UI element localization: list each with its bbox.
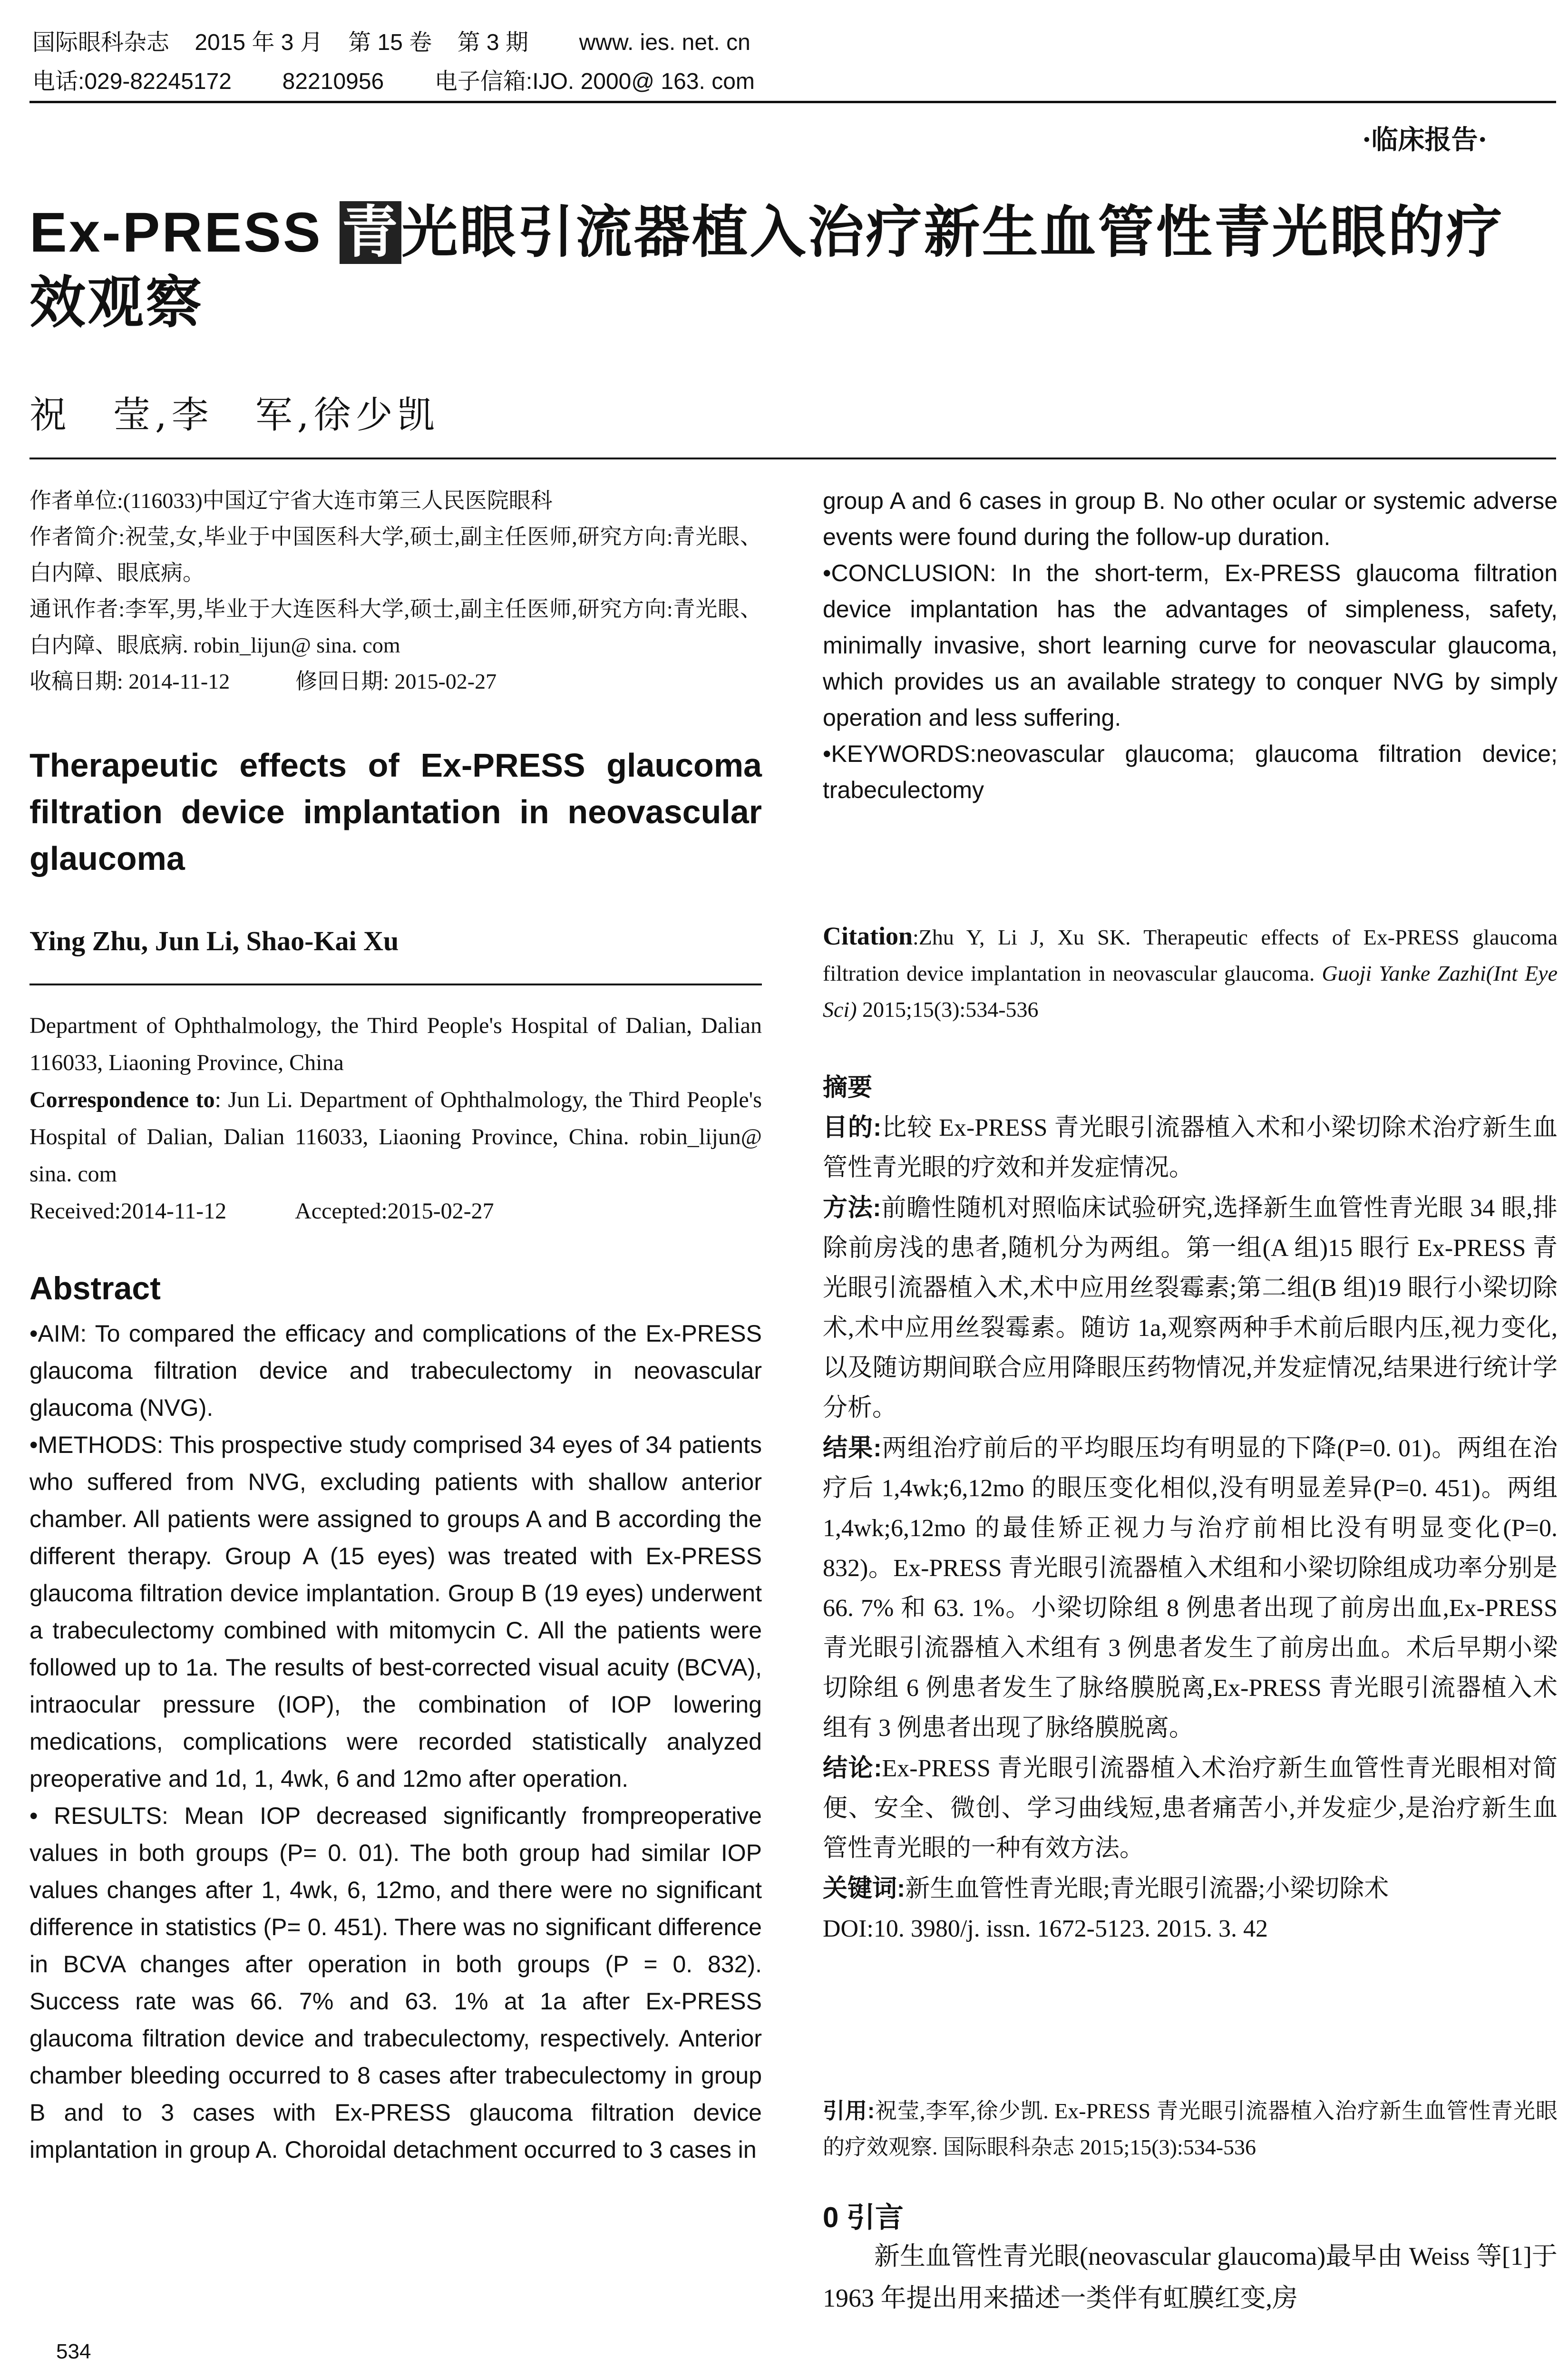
affiliation-cn	[29, 483, 762, 700]
english-authors: Ying Zhu, Jun Li, Shao-Kai Xu	[29, 925, 399, 956]
doi: DOI:10. 3980/j. issn. 1672-5123. 2015. 3. 42	[823, 1915, 1268, 1942]
citation-text: :Zhu Y, Li J, Xu SK. Therapeutic effects of Ex-PRESS glaucoma filtration device implantation in neovascular glaucoma.	[823, 925, 1558, 985]
cn-results-label: 结果:	[823, 1434, 882, 1462]
cn-results-text: 两组治疗前后的平均眼压均有明显的下降(P=0. 01)。两组在治疗后 1,4wk;6,12mo 的眼压变化相似,没有明显差异(P=0. 451)。两组 1,4wk;6,12mo 的最佳矫正视力与治疗前相比没有明显变化(P=0. 832)。Ex-PRESS 青光眼引流器植入术组和小梁切除组成功率分别是 66. 7% 和 63. 1%。小梁切除组 8 例患者出现了前房出血,Ex-PRESS 青光眼引流器植入术组有 3 例患者发生了前房出血。术后早期小梁切除组 6 例患者发生了脉络膜脱离,Ex-PRESS 青光眼引流器植入术组有 3 例患者出现了脉络膜脱离。	[823, 1435, 1558, 1742]
abstract-keywords: •KEYWORDS:neovascular glaucoma; glaucoma filtration device; trabeculectomy	[823, 740, 1558, 803]
citation-cn-text: 祝莹,李军,徐少凯. Ex-PRESS 青光眼引流器植入治疗新生血管性青光眼的疗效观察. 国际眼科杂志 2015;15(3):534-536	[823, 2099, 1558, 2159]
cn-aim-text: 比较 Ex-PRESS 青光眼引流器植入术和小梁切除术治疗新生血管性青光眼的疗效和并发症情况。	[823, 1114, 1558, 1181]
journal-header-line2: 电话:029-82245172 82210956 电子信箱:IJO. 2000@ 163. com	[32, 69, 755, 94]
chinese-abstract	[823, 1068, 1558, 1949]
cn-aim-label: 目的:	[823, 1114, 882, 1141]
citation-paragraph	[823, 918, 1558, 1028]
cn-conclusion	[823, 1748, 1558, 1869]
citation-cn-label: 引用:	[823, 2098, 875, 2123]
authors-cn: 祝 莹,李 军,徐少凯	[29, 394, 439, 437]
english-authors-rule	[29, 984, 762, 985]
correspondence-label: Correspondence to	[29, 1087, 215, 1112]
section-tag: ·临床报告·	[1362, 124, 1487, 156]
correspondence-text: : Jun Li. Department of Ophthalmology, the Third People's Hospital of Dalian, Dalian 116033, Liaoning Province, China. robin_lijun@ sina. com	[29, 1087, 762, 1187]
citation-journal: Guoji Yanke Zazhi(Int Eye Sci)	[823, 961, 1558, 1022]
cn-methods-label: 方法:	[823, 1194, 881, 1222]
cn-conclusion-text: Ex-PRESS 青光眼引流器植入术治疗新生血管性青光眼相对简便、安全、微创、学习曲线短,患者痛苦小,并发症少,是治疗新生血管性青光眼的一种有效方法。	[823, 1755, 1558, 1862]
journal-header-line1: 国际眼科杂志 2015 年 3 月 第 15 卷 第 3 期 www. ies. net. cn	[32, 30, 750, 55]
title-rest: 光眼引流器植入治疗新生血管性青光眼的疗效观察	[29, 201, 1504, 334]
page-number: 534	[56, 2340, 91, 2363]
abstract-results-cont: group A and 6 cases in group B. No other ocular or systemic adverse events were found during the follow-up duration.	[823, 487, 1558, 550]
citation-cn	[823, 2093, 1558, 2165]
citation-en	[823, 918, 1558, 1028]
cn-conclusion-label: 结论:	[823, 1754, 882, 1782]
english-title: Therapeutic effects of Ex-PRESS glaucoma filtration device implantation in neovascular glaucoma	[29, 747, 762, 877]
abstract-heading: Abstract	[29, 1270, 161, 1306]
citation-cn-paragraph	[823, 2093, 1558, 2165]
abstract-aim: •AIM: To compared the efficacy and complications of the Ex-PRESS glaucoma filtration device and trabeculectomy in neovascular glaucoma (NVG).	[29, 1320, 762, 1421]
cn-methods-text: 前瞻性随机对照临床试验研究,选择新生血管性青光眼 34 眼,排除前房浅的患者,随机分为两组。第一组(A 组)15 眼行 Ex-PRESS 青光眼引流器植入术,术中应用丝裂霉素;第二组(B 组)19 眼行小梁切除术,术中应用丝裂霉素。随访 1a,观察两种手术前后眼内压,视力变化,以及随访期间联合应用降眼压药物情况,并发症情况,结果进行统计学分析。	[823, 1195, 1558, 1422]
cn-keywords	[823, 1869, 1558, 1909]
correspondence-en	[29, 1081, 762, 1193]
cn-keywords-label: 关键词:	[823, 1875, 906, 1902]
dates-cn-line: 收稿日期: 2014-11-12 修回日期: 2015-02-27	[29, 669, 497, 693]
cn-methods	[823, 1188, 1558, 1428]
affiliation-line: 作者单位:(116033)中国辽宁省大连市第三人民医院眼科	[29, 488, 553, 513]
intro-body: 新生血管性青光眼(neovascular glaucoma)最早由 Weiss 等[1]于 1963 年提出用来描述一类伴有虹膜红变,房	[823, 2242, 1558, 2312]
citation-label: Citation	[823, 922, 913, 950]
received-dates: Received:2014-11-12 Accepted:2015-02-27	[29, 1198, 494, 1224]
affiliation-en: Department of Ophthalmology, the Third People's Hospital of Dalian, Dalian 116033, Liaoning Province, China	[29, 1013, 762, 1075]
title-marked-char: 青	[340, 201, 401, 264]
abstract-continued	[823, 483, 1558, 808]
article-title	[29, 197, 1551, 338]
title-prefix: Ex-PRESS	[29, 201, 340, 264]
citation-ref: 2015;15(3):534-536	[857, 997, 1039, 1022]
english-affiliation	[29, 1007, 762, 1230]
cn-abstract-heading: 摘要	[823, 1074, 873, 1101]
cn-keywords-text: 新生血管性青光眼;青光眼引流器;小梁切除术	[905, 1875, 1389, 1902]
abstract-body	[29, 1315, 762, 2168]
cn-aim	[823, 1108, 1558, 1188]
author-bio-line: 作者简介:祝莹,女,毕业于中国医科大学,硕士,副主任医师,研究方向:青光眼、白内障、眼底病。	[29, 525, 762, 585]
header-rule	[29, 101, 1556, 103]
abstract-results: • RESULTS: Mean IOP decreased significantly frompreoperative values in both groups (P= 0. 01). The both group had similar IOP values changes after 1, 4wk, 6, 12mo, and there were no significant difference in statistics (P= 0. 451). There was no significant difference in BCVA changes after operation in both groups (P = 0. 832). Success rate was 66. 7% and 63. 1% at 1a after Ex-PRESS glaucoma filtration device and trabeculectomy, respectively. Anterior chamber bleeding occurred to 8 cases after trabeculectomy in group B and to 3 cases with Ex-PRESS glaucoma filtration device implantation in group A. Choroidal detachment occurred to 3 cases in	[29, 1802, 762, 2163]
correspondence-cn-line: 通讯作者:李军,男,毕业于大连医科大学,硕士,副主任医师,研究方向:青光眼、白内障、眼底病. robin_lijun@ sina. com	[29, 597, 762, 657]
intro-heading: 0 引言	[823, 2202, 904, 2233]
abstract-methods: •METHODS: This prospective study comprised 34 eyes of 34 patients who suffered from NVG, excluding patients with shallow anterior chamber. All patients were assigned to groups A and B according the different therapy. Group A (15 eyes) was treated with Ex-PRESS glaucoma filtration device implantation. Group B (19 eyes) underwent a trabeculectomy combined with mitomycin C. All the patients were followed up to 1a. The results of best-corrected visual acuity (BCVA), intraocular pressure (IOP), the combination of IOP lowering medications, complications were recorded statistically analyzed preoperative and 1d, 1, 4wk, 6 and 12mo after operation.	[29, 1432, 762, 1792]
title-rule	[29, 458, 1556, 459]
cn-results	[823, 1428, 1558, 1748]
abstract-conclusion: •CONCLUSION: In the short-term, Ex-PRESS glaucoma filtration device implantation has the advantages of simpleness, safety, minimally invasive, short learning curve for neovascular glaucoma, which provides us an available strategy to conquer NVG by simply operation and less suffering.	[823, 560, 1558, 731]
